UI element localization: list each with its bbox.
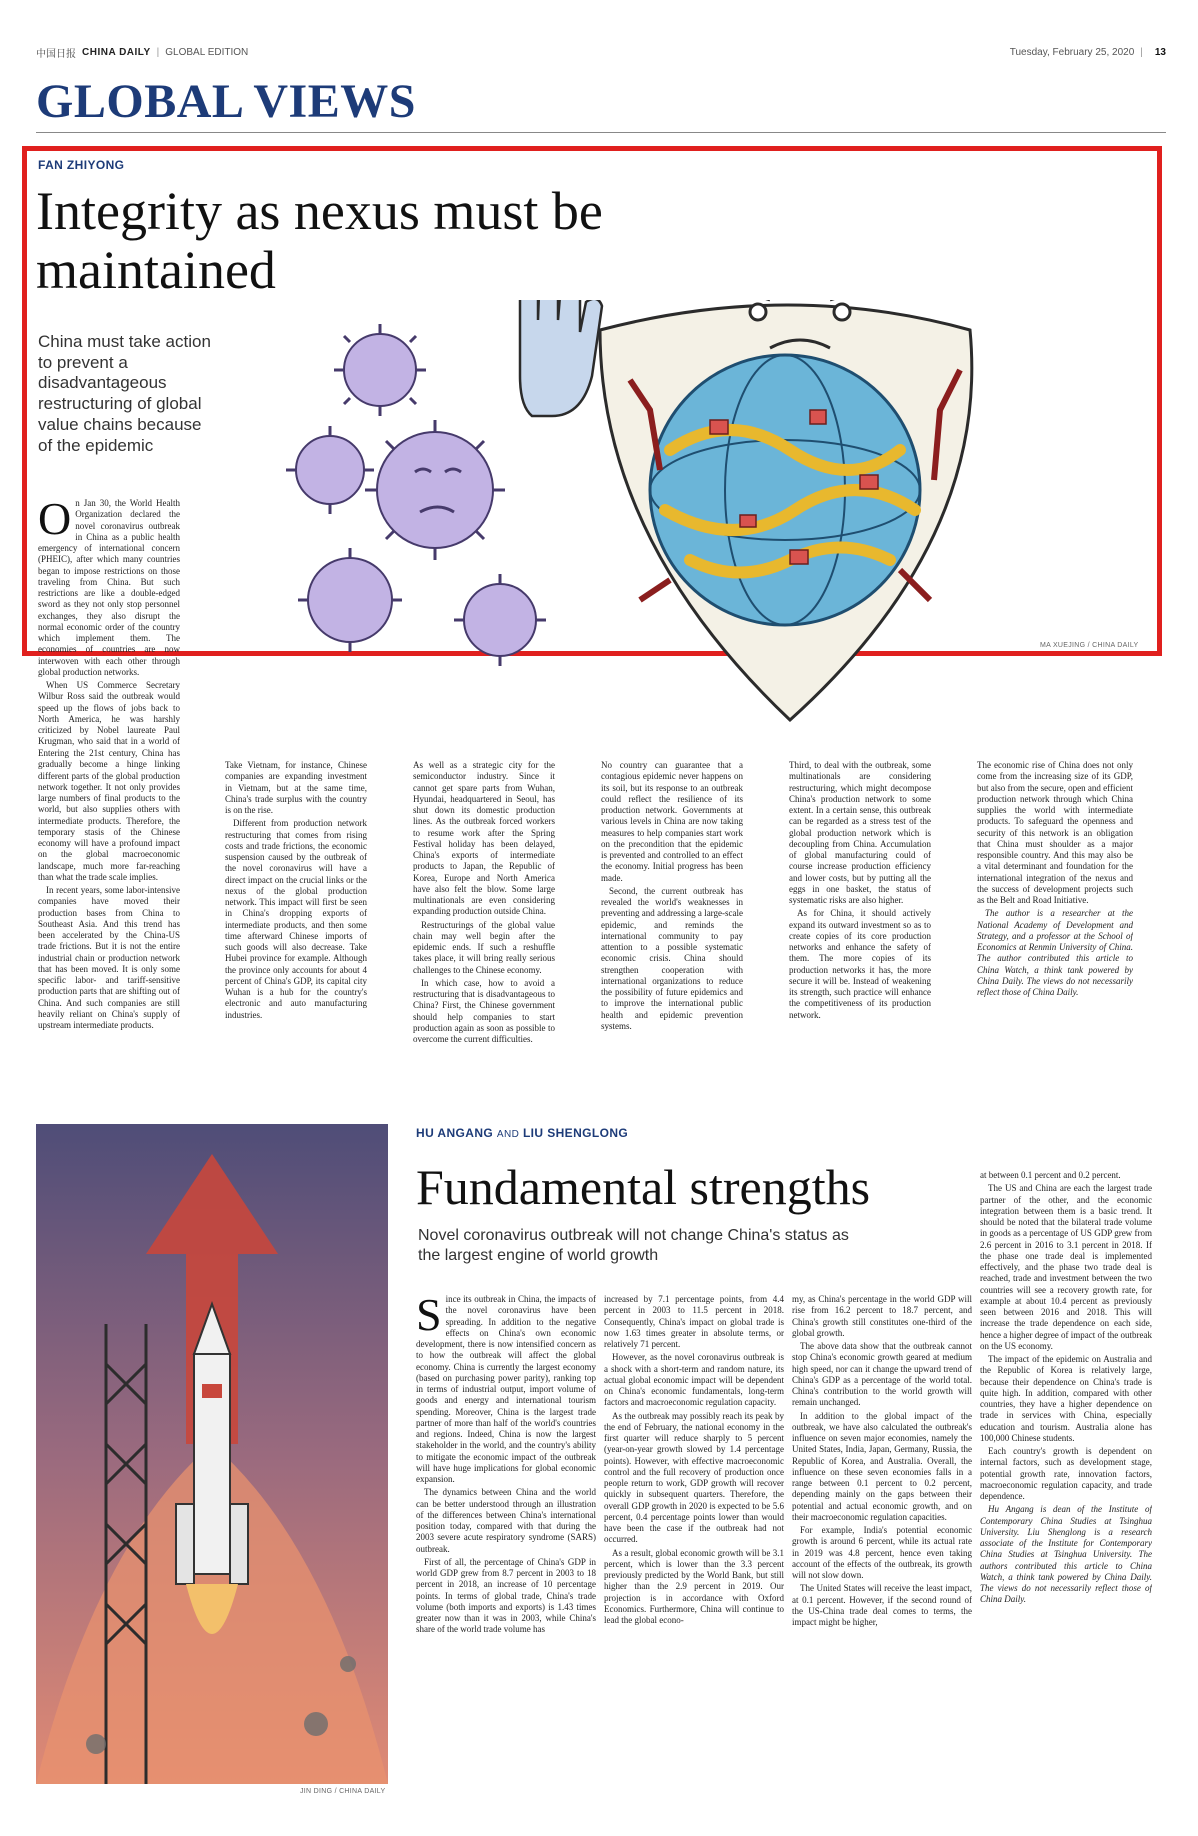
article2-paragraph: The US and China are each the largest trade partner of the other, and the economic integration between them is a basic trend. It should be noted that the bilateral trade volume in goods as a percentage of US GDP grew from 2.6 percent in 2016 to 3.1 percent in 2018. If the phase one trade deal is implemented effectively, and the phase two trade deal is reached, trade and investment between the two countries will see a recovery growth rate, for example at about 10.4 percent as previously seen between 2016 and 2018. This will increase the trade dependence on each side, hence a higher degree of impact of the outbreak on the US economy. (980, 1183, 1152, 1351)
virus-illustration (286, 324, 546, 666)
article1-column-1 (38, 498, 180, 746)
article2-paragraph: at between 0.1 percent and 0.2 percent. (980, 1170, 1121, 1180)
article1-paragraph: No country can guarantee that a contagious epidemic never happens on its soil, but its response to an outbreak could reflect the resilience of its production network. Governments at various levels in China are now taking measures to help companies start work on the precondition that the epidemic is prevented and controlled to an effect the economy. Initial progress has been made. (601, 760, 743, 883)
article2-illustration (36, 1124, 388, 1784)
article1-column-6 (789, 760, 931, 1094)
masthead-divider: | (1140, 46, 1143, 58)
page-number: 13 (1154, 46, 1166, 58)
article1-paragraph: Entering the 21st century, China has gradually become a hinge linking different parts of the global production network together. It not only provides large numbers of final products to the world, but also supplies others with intermediate products. Therefore, the temporary stasis of the Chinese economy will have a profound impact on the global macroeconomic landscape, much more far-reaching than what the trade scale implies. (38, 748, 180, 882)
article1-paragraph: Second, the current outbreak has revealed the world's weaknesses in preventing and addressing a large-scale epidemic, and reminds the international community to pay attention to a possible systematic economic crisis. China should strengthen cooperation with international organizations to reduce the possibility of future epidemics and to improve the international public health and epidemic prevention systems. (601, 885, 743, 1031)
article1-column-2 (38, 748, 180, 1094)
article1-column-5 (601, 760, 743, 1094)
article1-illustration-credit: MA XUEJING / CHINA DAILY (1040, 642, 1139, 649)
article2-illustration-credit: JIN DING / CHINA DAILY (300, 1788, 386, 1795)
article2-author-2: LIU SHENGLONG (522, 1126, 629, 1140)
article2-paragraph: As a result, global economic growth will be 3.1 percent, which is lower than the 3.3 percent previously predicted by the World Bank, but still higher than the 2.9 percent in 2019. Our projection is in accordance with Oxford Economics. Furthermore, China will continue to lead the global econo- (604, 1547, 784, 1625)
article2-column-3 (792, 1294, 972, 1792)
article1-headline: Integrity as nexus must be maintained (36, 181, 603, 301)
shield-globe-illustration (520, 300, 972, 720)
article1-paragraph: As well as a strategic city for the semiconductor industry. Since it cannot get spare parts from Wuhan, Hyundai, headquartered in Seoul, has shut down its domestic production lines. As the outbreak forced workers to resume work after the Spring Festival holiday has been delayed, China's exports of intermediate products to Japan, the Republic of Korea, Europe and North America have also felt the blow. Some large multinationals are even considering expanding production outside China. (413, 760, 555, 917)
masthead (36, 44, 1166, 60)
issue-date: Tuesday, February 25, 2020 (1009, 46, 1135, 58)
article2-author-1: HU ANGANG (416, 1126, 494, 1140)
article2-column-4 (980, 1170, 1152, 1792)
article1-column-3 (225, 760, 367, 1094)
article1-paragraph: In which case, how to avoid a restructuring that is disadvantageous to China? First, the Chinese government should help companies to start production again as soon as possible to overcome the current difficulties. (413, 977, 555, 1044)
article1-author-note: The author is a researcher at the National Academy of Development and Strategy, and a professor at the School of Economics at Renmin University of China. The author contributed this article to China Watch, a think tank powered by China Daily. The views do not necessarily reflect those of China Daily. (977, 908, 1133, 997)
china-daily-cn-logo: 中国日报 (36, 48, 76, 60)
article1-paragraph: In recent years, some labor-intensive companies have moved their production bases from China to Southeast Asia. And this trend has been accelerated by the China-US trade frictions. But it is not the entire industrial chain or production network that has been moved. It is only some specific labor- and tariff-sensitive production parts that are shifting out of China. And such companies are still heavily reliant on China's supply of upstream intermediate products. (38, 885, 180, 1030)
article2-byline-and: AND (496, 1129, 520, 1140)
masthead-divider: | (156, 46, 160, 58)
article1-paragraph: n Jan 30, the World Health Organization declared the novel coronavirus outbreak in China as a public health emergency of international concern (PHEIC), after which many countries began to impose restrictions on those traveling from China. But such restrictions are like a double-edged sword as they not only stop personnel exchanges, they also disrupt the normal economic order of the country which implement them. The economies of countries are now interwoven with each other through global production networks. (38, 498, 180, 677)
article2-paragraph: my, as China's percentage in the world GDP will rise from 16.2 percent to 18.7 percent, and China's growth still constitutes one-third of the global growth. (792, 1294, 972, 1338)
article2-paragraph: As the outbreak may possibly reach its peak by the end of February, the national economy in the first quarter will reduce sharply to 5 percent (year-on-year growth slowed by 1.4 percentage points). However, with effective macroeconomic control and the full recovery of production once people return to work, GDP growth will recover quickly in subsequent quarters. Therefore, the overall GDP growth in 2020 is expected to be 5.6 percent, 0.4 percentage points lower than would have been the case if the outbreak had not occurred. (604, 1410, 784, 1545)
article1-byline: FAN ZHIYONG (38, 158, 125, 172)
section-title: GLOBAL VIEWS (36, 75, 416, 128)
article2-paragraph: The impact of the epidemic on Australia and the Republic of Korea is relatively large, because their dependence on China's trade is quite high. In addition, compared with other countries, they have a higher dependence on trade in services with China, especially education and tourism. Australia alone has 100,000 Chinese students. (980, 1354, 1152, 1443)
article1-paragraph: Third, to deal with the outbreak, some multinationals are considering restructuring, which might decompose China's production network to some extent. In a certain sense, this outbreak can be regarded as a stress test of the global production network which is decoupling from China. Accumulation of global manufacturing could of course increase production efficiency and lower costs, but by putting all the eggs in one basket, the status of systematic risks are also higher. (789, 760, 931, 905)
article1-paragraph: The economic rise of China does not only come from the increasing size of its GDP, but also from the secure, open and efficient production network through which China supplies the world with intermediate products. To safeguard the openness and security of this network is an obligation that China must shoulder as a major responsible country. And this may also be a vital determinant and foundation for the international integration of the nexus and the success of development projects such as the Belt and Road Initiative. (977, 760, 1133, 905)
article2-dropcap: S (416, 1294, 442, 1340)
article2-paragraph: ince its outbreak in China, the impacts of the novel coronavirus have been spreading. In addition to the negative effects on China's own economic development, there is now intensified concern as to how the outbreak will affect the global economy. China is currently the largest economy (based on purchasing power parity), ranking top in terms of industrial output, import volume of goods and energy and international tourism spending. Moreover, China is the largest trade partner of more than half of the world's countries and regions. Indeed, China is now the largest stakeholder in the world, and the country's ability to mitigate the economic impact of the outbreak will have huge implications for global economic expansion. (416, 1294, 596, 1484)
article1-paragraph: Take Vietnam, for instance, Chinese companies are expanding investment in Vietnam, but at the same time, China's trade surplus with the country is on the rise. (225, 760, 367, 815)
article2-paragraph: The United States will receive the least impact, at 0.1 percent. However, if the second round of the US-China trade deal comes to terms, the impact might be higher, (792, 1583, 972, 1627)
paper-name: CHINA DAILY (82, 46, 151, 58)
article2-paragraph: increased by 7.1 percentage points, from 4.4 percent in 2003 to 11.5 percent in 2018. Consequently, China's impact on global trade is now 1.63 times greater in absolute terms, or relatively 71 percent. (604, 1294, 784, 1349)
article2-byline (416, 1126, 628, 1140)
article2-headline: Fundamental strengths (416, 1159, 871, 1215)
stop-hand-icon (520, 300, 602, 416)
article2-paragraph: In addition to the global impact of the outbreak, we have also calculated the outbreak's influence on seven major economies, namely the United States, India, Japan, Germany, Russia, the Republic of Korea, and Australia. Overall, the influence on these seven economies falls in a range between 0.1 percent to 0.2 percent, depending mainly on the gaps between their potential and actual economic growth, and on their macroeconomic regulation capacities. (792, 1410, 972, 1522)
article1-column-4 (413, 760, 555, 1094)
article1-paragraph: Restructurings of the global value chain may well begin after the epidemic ends. If such a reshuffle takes place, it will bring really serious challenges to the Chinese economy. (413, 919, 555, 975)
article1-column-7 (977, 760, 1133, 1094)
article1-illustration (270, 300, 1150, 740)
article1-paragraph: As for China, it should actively expand its outward investment so as to create copies of its core production networks and enhance the safety of them. The more copies of its production networks it has, the more secure it will be. Instead of weakening its strength, such practice will enhance the competitiveness of its production network. (789, 908, 931, 1020)
article2-column-2 (604, 1294, 784, 1792)
article2-paragraph: First of all, the percentage of China's GDP in world GDP grew from 8.7 percent in 2003 to 18 percent in 2018, an increase of 10 percentage points. In terms of global trade, China's trade volume (both imports and exports) is 1.43 times greater now than it was in 2003, while China's share of the world trade volume has (416, 1556, 596, 1635)
article2-paragraph: However, as the novel coronavirus outbreak is a shock with a short-term and random nature, its actual global economic impact will be dependent on China's economic fundamentals, long-term factors and macroeconomic regulation capacity. (604, 1352, 784, 1408)
article1-dropcap: O (38, 498, 72, 544)
article2-column-1 (416, 1294, 596, 1792)
article2-paragraph: Each country's growth is dependent on internal factors, such as development stage, potential growth rate, innovation factors, macroeconomic regulation capacity, and trade dependence. (980, 1446, 1152, 1501)
article2-paragraph: For example, India's potential economic growth is around 6 percent, while its actual rate in 2019 was 4.8 percent, hence even taking account of the effects of the outbreak, its growth will not slow down. (792, 1525, 972, 1580)
article2-paragraph: The above data show that the outbreak cannot stop China's economic growth geared at medium high speed, nor can it change the upward trend of China's GDP as a percentage of the world total. China's contribution to the world growth will remain unchanged. (792, 1341, 972, 1408)
edition-label: GLOBAL EDITION (165, 46, 249, 58)
article2-paragraph: The dynamics between China and the world can be better understood through an illustration of the differences between China's international position today, compared with that during the 2003 severe acute respiratory syndrome (SARS) outbreak. (416, 1487, 596, 1554)
article1-paragraph: When US Commerce Secretary Wilbur Ross said the outbreak would speed up the flows of jobs back to North America, he was harshly criticized by Nobel laureate Paul Krugman, who said that in a world of (38, 680, 180, 746)
article1-paragraph: Different from production network restructuring that comes from rising costs and trade frictions, the economic suspension caused by the outbreak of the novel coronavirus will have a direct impact on the crucial links or the nexus of the global production network. This impact will first be seen in China's dropping exports of intermediate products, and then some time afterward Chinese imports of such goods will also decrease. Take Hubei province for example. Although the province only accounts for about 4 percent of China's GDP, its capital city Wuhan is a hub for the country's electronic and auto manufacturing industries. (225, 818, 367, 1020)
article2-author-note: Hu Angang is dean of the Institute of Contemporary China Studies at Tsinghua University. Liu Shenglong is a research associate of the Institute for Contemporary China Studies at Tsinghua University. The authors contributed this article to China Watch, a think tank powered by China Daily. The views do not necessarily reflect those of China Daily. (980, 1504, 1152, 1605)
section-rule (36, 132, 1166, 133)
article1-deck: China must take action to prevent a disadvantageous restructuring of global value chains because of the epidemic (38, 332, 211, 455)
article2-deck: Novel coronavirus outbreak will not change China's status as the largest engine of world growth (418, 1227, 849, 1264)
